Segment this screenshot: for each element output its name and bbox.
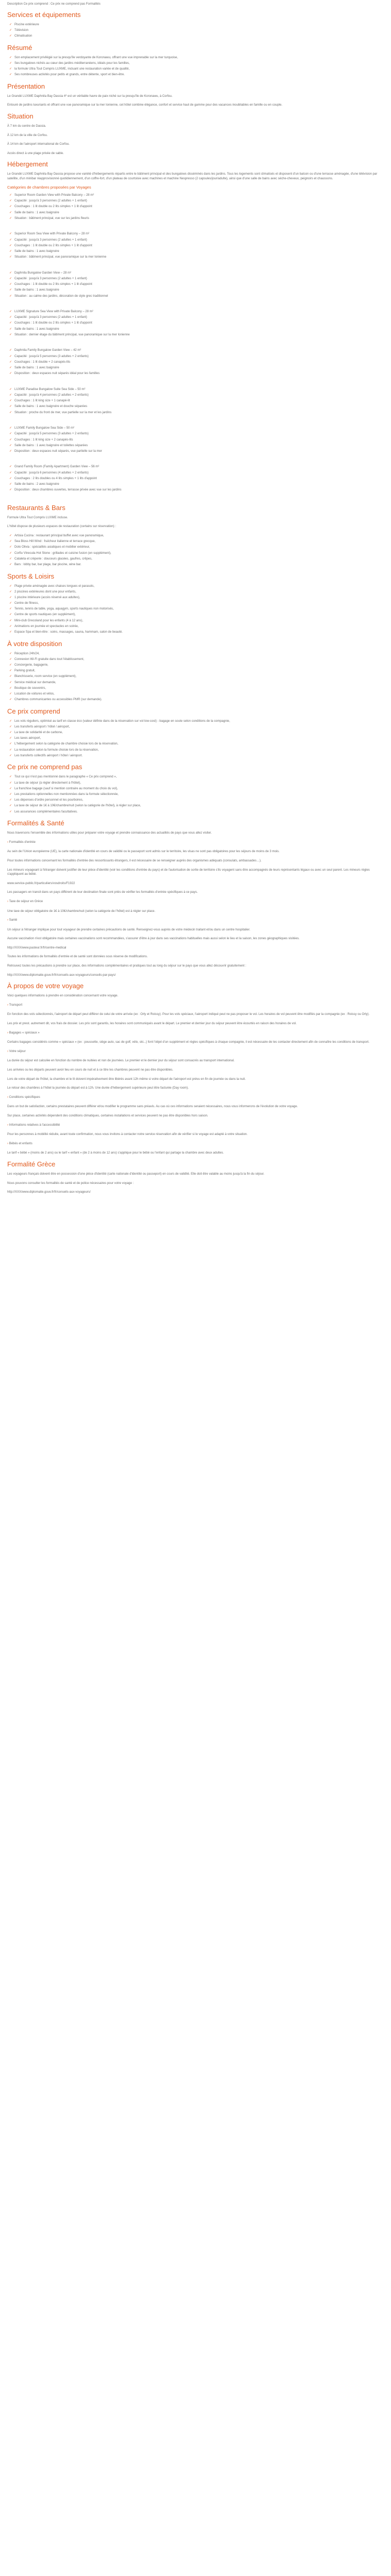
list-item: ✓ Ses nombreuses activités pour petits et grands, entre détente, sport et bien-être. (14, 73, 384, 77)
list-item: ✓ Centre de fitness, (14, 601, 384, 606)
list-item: ✓ Cataleta et créperie : douceurs glacées, gaufres, crêpes, (14, 557, 384, 562)
formalites-sante (7, 918, 384, 923)
paragraph: Les voyageurs français doivent être en possession d'une pièce d'identité (carte nationale d'identité ou passeport) en cours de validité. Elle doit être valable au moins jusqu'à la fin du séjour. (7, 1172, 265, 1176)
formalites-title: Formalités & Santé (7, 819, 64, 827)
paragraph: Formule Ultra Tout Compris LUXME incluse. (7, 516, 68, 519)
list-item: ✓ Tennis, tennis de table, yoga, aquagym, sports nautiques non motorisés, (14, 607, 384, 612)
list-item: ✓ Les transferts aéroport / hôtel / aéroport, (14, 725, 384, 730)
services-title: Services et équipements (7, 10, 81, 19)
list-item: ✓ Les taxes aéroport, (14, 736, 384, 741)
situation-title: Situation (7, 112, 34, 120)
list-item: › Bagages « spéciaux » (7, 1031, 384, 1036)
room-category (7, 348, 384, 376)
room-detail: ✓ Salle de bains : 1 avec baignoire et douche séparées (14, 404, 384, 409)
room-detail: ✓ Situation : dernier étage du bâtiment principal, vue panoramique sur la mer Ionienne (14, 333, 384, 337)
paragraph: Un séjour à l'étranger implique pour tout voyageur de prendre certaines précautions de santé. Renseignez-vous auprès de votre médecin traitant et/ou dans un centre hospitalier. (7, 928, 251, 931)
paragraph: Certains bagages considérés comme « spéciaux » (ex : poussette, siège auto, sac de golf, vélo, ski...) font l'objet d'un supplément et règles spécifiques à chaque compagnie, il est nécessaire de les contacter directement afin de connaître les conditions de transport. (7, 1041, 370, 1044)
list-item: ✓ Les dépenses d'ordre personnel et les pourboires, (14, 798, 384, 803)
list-item: ✓ Les assurances complémentaires facultatives. (14, 810, 384, 815)
paragraph: Les arrivées ou les départs peuvent avoir lieu en cours de nuit et à ce titre les chambres peuvent ne pas être disponibles. (7, 1069, 173, 1072)
paragraph: Une taxe de séjour obligatoire de 1€ à 10€/chambre/nuit (selon la catégorie de l'hôtel) est à régler sur place. (7, 909, 155, 913)
paragraph: En fonction des vols sélectionnés, l'aéroport de départ peut différer de celui de votre arrivée (ex : Orly et Roissy). Pour les vols spéciaux, l'aéroport indiqué peut ne pas proposer le vol. Les horaires de vol peuvent être modifiés par la compagnie (ex : Roissy ou Orly). (7, 1013, 370, 1016)
room-detail: ✓ Salle de bains : 1 avec baignoire et toilettes séparées (14, 444, 384, 448)
room-name: ✓ LUXME Paradise Bungalow Suite Sea Side – 50 m² (14, 387, 384, 392)
list-item: ✓ Les prestations optionnelles non mentionnées dans la formule sélectionnée, (14, 792, 384, 797)
paragraph: Nous pouvons consulter les formalités de santé et de police nécessaires pour votre voyage : (7, 1181, 134, 1185)
room-details-list (7, 348, 384, 376)
room-name: ✓ Superior Room Garden View with Private Balcony – 28 m² (14, 193, 384, 198)
comprend-list (7, 719, 384, 758)
paragraph: Sur place, certaines activités dépendent des conditions climatiques, certaines installations et services peuvent ne pas être disponibles hors saison. (7, 1114, 208, 1117)
list-item: ✓ Plage privée aménagée avec chaises longues et parasols, (14, 584, 384, 589)
room-detail: ✓ Couchages : 1 lit king size + 2 canapés-lits (14, 438, 384, 443)
list-item: ✓ Parking gratuit, (14, 669, 384, 673)
list-item: ✓ Espace Spa et bien-être : soins, massages, sauna, hammam, salon de beauté. (14, 630, 384, 635)
intro-text: Description Ce prix comprend : Ce prix ne comprend pas Formalités (7, 3, 101, 6)
apropos-accessibilite (7, 1123, 384, 1128)
room-detail: ✓ Salle de bains : 1 avec baignoire (14, 211, 384, 215)
room-category (7, 193, 384, 221)
disposition-list (7, 652, 384, 702)
list-item: ✓ Les transferts collectifs aéroport / hôtel / aéroport. (14, 754, 384, 758)
room-detail: ✓ Salle de bains : 1 avec baignoire (14, 249, 384, 254)
room-category (7, 271, 384, 298)
list-item: ✓ 2 piscines extérieures dont une pour enfants, (14, 590, 384, 595)
link-text[interactable]: http://XXX/www.diplomatie.gouv.fr/fr/conseils-aux-voyageurs/ (7, 1191, 91, 1194)
room-details-list (7, 310, 384, 337)
list-item: ✓ Location de voitures et vélos, (14, 692, 384, 697)
disposition-title: À votre disposition (7, 639, 62, 648)
formalites-taxe (7, 900, 384, 904)
room-detail: ✓ Capacité : jusqu'à 4 personnes (2 adultes + 2 enfants) (14, 393, 384, 398)
paragraph: Au sein de l'Union européenne (UE), la carte nationale d'identité en cours de validité ou le passeport sont admis sur le territoire, les visas ne sont pas obligatoires pour les séjours de moins de 3 mois. (7, 850, 280, 854)
paragraph: Aucune vaccination n'est obligatoire mais certaines vaccinations sont recommandées, s'assurer d'être à jour dans ses vaccinations habituelles mais aussi selon le lieu et la saison, les zones géographiques visitées. (7, 937, 300, 941)
room-details-list (7, 271, 384, 298)
room-detail: ✓ Capacité : jusqu'à 3 personnes (2 adultes + 1 enfant) (14, 199, 384, 204)
comprend-title: Ce prix comprend (7, 707, 60, 715)
room-detail: ✓ Salle de bains : 1 avec baignoire (14, 327, 384, 332)
necomprend-title: Ce prix ne comprend pas (7, 763, 83, 771)
room-details-list (7, 426, 384, 453)
paragraph: À 7 km du centre de Dassia. (7, 124, 46, 128)
apropos-conditions (7, 1095, 384, 1100)
list-item: › Bébés et enfants (7, 1142, 384, 1146)
room-detail: ✓ Couchages : 1 lit double ou 2 lits simples + 1 lit d'appoint (14, 321, 384, 326)
paragraph: Le tarif « bébé » (moins de 2 ans) ou le tarif « enfant » (de 2 à moins de 12 ans) s'applique pour le bébé ou l'enfant qui partage la chambre avec deux adultes. (7, 1151, 224, 1155)
paragraph: Le Grandé LUXME Daphnila Bay Dassia propose une variété d'hébergements répartis entre le bâtiment principal et des bungalows disséminés dans les jardins. Tous les logements sont climatisés et disposent d'un balcon ou d'une terrasse aménagée, d'une télévision par satellite, d'un minibar réapprovisionné quotidiennement, d'un coffre-fort, d'un plateau de courtoisie avec machines et machine Nespresso (2 capsules/jour/adulte), ainsi que d'une salle de bains avec sèche-cheveux, peignoirs et chaussons. (7, 173, 378, 180)
room-name: ✓ LUXME Signature Sea View with Private Balcony – 28 m² (14, 310, 384, 314)
list-item: ✓ Service médical sur demande, (14, 681, 384, 685)
resume-title: Résumé (7, 43, 32, 52)
list-item: ✓ Climatisation (14, 34, 384, 39)
room-name: ✓ Superior Room Sea View with Private Balcony – 28 m² (14, 232, 384, 236)
paragraph: Les passagers en transit dans un pays différent de leur destination finale sont priés de vérifier les formalités d'entrée spécifiques à ce pays. (7, 891, 198, 894)
list-item: › Conditions spécifiques (7, 1095, 384, 1100)
hebergement-title: Hébergement (7, 160, 48, 168)
room-details-list (7, 387, 384, 415)
list-item: ✓ Les vols réguliers, optimisé au tarif en classe éco (valeur définie dans de la réservation sur vol low-cost) - bagage en soute selon conditions de la compagnie, (14, 719, 384, 724)
room-detail: ✓ Couchages : 1 lit double + 2 canapés-lits (14, 360, 384, 365)
room-category (7, 310, 384, 337)
paragraph: Voici quelques informations à prendre en considération concernant votre voyage. (7, 994, 119, 998)
list-item: ✓ Blanchisserie, room service (en supplément), (14, 674, 384, 679)
list-item: ✓ Animations en journée et spectacles en soirée, (14, 624, 384, 629)
list-item: ✓ Conciergerie, bagagerie, (14, 663, 384, 668)
list-item: › Transport (7, 1003, 384, 1008)
room-category (7, 387, 384, 415)
room-detail: ✓ Couchages : 1 lit king size + 1 canapé-lit (14, 399, 384, 403)
list-item: › Santé (7, 918, 384, 923)
room-category (7, 426, 384, 453)
link-text[interactable]: www.service-public.fr/particuliers/vosdroits/F1922 (7, 882, 75, 885)
paragraph: Lors de votre départ de l'hôtel, la chambre et le lit doivent impérativement être libérés avant 12h même si votre départ de l'aéroport est prévu en fin de journée ou dans la nuit. (7, 1077, 246, 1081)
paragraph: Toutes les informations de formalités d'entrée et de santé sont données sous réserve de modifications. (7, 955, 148, 959)
paragraph: À 12 km de la ville de Corfou. (7, 133, 48, 137)
list-item: ✓ Son emplacement privilégié sur la presqu'île verdoyante de Koronawu, offrant une vue imprenable sur la mer turquoise, (14, 56, 384, 60)
room-detail: ✓ Disposition : deux chambres ouvertes, terrasse privée avec vue sur les jardins (14, 488, 384, 493)
necomprend-list (7, 775, 384, 814)
apropos-sejour (7, 1049, 384, 1054)
list-item: ✓ Télévision (14, 28, 384, 33)
room-detail: ✓ Capacité : jusqu'à 5 personnes (3 adultes + 2 enfants) (14, 432, 384, 436)
room-name: ✓ Daphnila Bungalow Garden View – 28 m² (14, 271, 384, 276)
formalites-entry (7, 840, 384, 845)
room-category (7, 232, 384, 259)
list-item: › Formalités d'entrée (7, 840, 384, 845)
list-item: ✓ La franchise bagage (sauf si mention contraire au moment du choix du vol), (14, 787, 384, 791)
room-detail: ✓ Situation : proche du front de mer, vue partielle sur la mer et les jardins (14, 411, 384, 415)
apropos-title: À propos de votre voyage (7, 982, 84, 990)
apropos-bagages (7, 1031, 384, 1036)
room-detail: ✓ Situation : au calme des jardins, décoration de style grec traditionnel (14, 294, 384, 299)
room-details-list (7, 232, 384, 259)
paragraph: Le retour des chambres à l'hôtel la journée du départ est à 12h. Une durée d'hébergement supérieure peut être facturée (Day room). (7, 1087, 189, 1090)
room-name: ✓ Daphnila Family Bungalow Garden View – 42 m² (14, 348, 384, 353)
paragraph: La durée du séjour est calculée en fonction du nombre de nuitées et non de journées. Le premier et le dernier jour du séjour sont consacrés au transport international. (7, 1059, 235, 1063)
restaurants-title: Restaurants & Bars (7, 503, 66, 512)
list-item: ✓ La restauration selon la formule choisie lors de la réservation, (14, 748, 384, 753)
paragraph: À 14 km de l'aéroport international de Corfou. (7, 143, 70, 146)
room-detail: ✓ Capacité : jusqu'à 3 personnes (2 adultes + 1 enfant) (14, 238, 384, 243)
list-item: ✓ La taxe de solidarité et de carbone, (14, 731, 384, 735)
list-item: ✓ Réception 24h/24, (14, 652, 384, 656)
list-item: ✓ 1 piscine intérieure (accès réservé aux adultes), (14, 596, 384, 600)
paragraph: Dans un but de satisfaction, certains prestataires peuvent différer et/ou modifier le programme sans préavis. Au cas où ces informations seraient nécessaires, nous vous informerons de l'évolution de votre voyage. (7, 1105, 298, 1109)
restaurants-list (7, 534, 384, 567)
paragraph: Les prix et prest. autrement dit, vos frais de dossier. Les prix sont garantis, les horaires sont communiqués avant le départ. Le premier et dernier jour du séjour peuvent être écourtés en raison des horaires de vol. (7, 1022, 297, 1026)
room-detail: ✓ Capacité : jusqu'à 3 personnes (2 adultes + 1 enfant) (14, 277, 384, 281)
list-item: › Informations relatives à l'accessibilité (7, 1123, 384, 1128)
link-text[interactable]: http://XXX/www.pasteur.fr/fr/centre-medical (7, 946, 67, 950)
list-item: ✓ Boutique de souvenirs, (14, 686, 384, 691)
link-text[interactable]: http://XXX/www.diplomatie.gouv.fr/fr/conseils-aux-voyageurs/conseils-par-pays/ (7, 973, 116, 977)
sports-title: Sports & Loisirs (7, 572, 55, 580)
paragraph: Pour toutes informations concernant les formalités d'entrée des ressortissants étrangers, il est nécessaire de se renseigner auprès des organismes adéquats (consulats, ambassades…). (7, 859, 262, 862)
list-item: ✓ La taxe de séjour de 1€ à 10€/chambre/nuit (selon la catégorie de l'hôtel), à régler sur place, (14, 804, 384, 808)
sports-list (7, 584, 384, 635)
services-list (7, 23, 384, 39)
presentation-title: Présentation (7, 82, 45, 90)
room-detail: ✓ Couchages : 2 lits doubles ou 4 lits simples + 1 lits d'appoint (14, 477, 384, 481)
room-detail: ✓ Capacité : jusqu'à 6 personnes (4 adultes + 2 enfants) (14, 471, 384, 476)
room-detail: ✓ Capacité : jusqu'à 3 personnes (2 adultes + 1 enfant) (14, 315, 384, 320)
list-item: ✓ Centre de sports nautiques (en supplément), (14, 613, 384, 617)
list-item: ✓ Artisia Cucina : restaurant principal buffet avec vue panoramique, (14, 534, 384, 538)
list-item: › Taxe de séjour en Grèce (7, 900, 384, 904)
room-detail: ✓ Couchages : 1 lit double ou 2 lits simples + 1 lit d'appoint (14, 282, 384, 287)
list-item: ✓ Sea Bloss Hill Wind : fraîcheur italienne et terrace grecque, (14, 539, 384, 544)
room-detail: ✓ Couchages : 1 lit double ou 2 lits simples + 1 lit d'appoint (14, 205, 384, 209)
room-detail: ✓ Salle de bains : 1 avec baignoire (14, 366, 384, 370)
room-list (7, 193, 384, 493)
list-item: ✓ Piscine extérieure (14, 23, 384, 27)
room-details-list (7, 193, 384, 221)
room-detail: ✓ Couchages : 1 lit double ou 2 lits simples + 1 lit d'appoint (14, 244, 384, 248)
room-detail: ✓ Situation : bâtiment principal, vue panoramique sur la mer Ionienne (14, 255, 384, 260)
paragraph: Accès direct à une plage privée de sable. (7, 151, 64, 155)
paragraph: L'hôtel dispose de plusieurs espaces de restauration (certains sur réservation) : (7, 525, 116, 529)
paragraph: Le Grandé LUXME Daphnila Bay Dassia 4* est un véritable havre de paix niché sur la presqu'île de Koronawu, à Corfou. (7, 94, 173, 98)
apropos-transport (7, 1003, 384, 1008)
paragraph: Retrouvez toutes les précautions à prendre sur place, des informations complémentaires et pratiques tout au long du séjour sur le pays que vous allez découvrir gratuitement : (7, 964, 247, 968)
paragraph: Les mineurs voyageant à l'étranger doivent justifier de leur pièce d'identité (voir les conditions d'entrée du pays) et de l'autorisation de sortie de territoire s'ils voyagent sans être accompagnés de leurs représentants légaux ou avec un seul parent. Les mineurs règles s'appliquent au bébé. (7, 868, 370, 876)
list-item: ✓ Chambres communicantes ou accessibles PMR (sur demande). (14, 698, 384, 702)
apropos-bebes (7, 1142, 384, 1146)
paragraph: Pour les personnes à mobilité réduite, avant toute confirmation, nous vous invitons à contacter notre service réservation afin de vérifier si le voyage est adapté à votre situation. (7, 1133, 248, 1137)
room-detail: ✓ Disposition : deux espaces nuit séparés, vue partielle sur la mer (14, 449, 384, 454)
paragraph: Nous traversons l'ensemble des informations utiles pour préparer votre voyage et prendre connaissance des actualités de pays que vous allez visiter. (7, 832, 212, 835)
list-item: ✓ Mini-club Grecoland pour les enfants (4 à 12 ans), (14, 619, 384, 623)
room-detail: ✓ Salle de bains : 2 avec baignoire (14, 482, 384, 487)
list-item: ✓ la formule Ultra Tout Compris LUXME, incluant une restauration variée et de qualité, (14, 67, 384, 72)
formalite-grece-title: Formalité Grèce (7, 1160, 56, 1168)
list-item: ✓ L'hébergement selon la catégorie de chambre choisie lors de la réservation, (14, 742, 384, 747)
room-categories-subtitle: Catégories de chambres proposées par Voyages (7, 185, 91, 190)
list-item: ✓ Connexion Wi-Fi gratuite dans tout l'établissement, (14, 657, 384, 662)
room-name: ✓ Grand Family Room (Family Apartment) Garden View – 56 m² (14, 465, 384, 469)
room-name: ✓ LUXME Family Bungalow Sea Side – 50 m² (14, 426, 384, 431)
list-item: ✓ Corfiu Vinecula Hot Stone : grillades et cuisine fusion (en supplément), (14, 551, 384, 556)
list-item: › Votre séjour (7, 1049, 384, 1054)
room-detail: ✓ Capacité : jusqu'à 5 personnes (3 adultes + 2 enfants) (14, 354, 384, 359)
room-detail: ✓ Disposition : deux espaces nuit séparés idéal pour les familles (14, 371, 384, 376)
room-detail: ✓ Situation : bâtiment principal, vue sur les jardins fleuris (14, 216, 384, 221)
page-content (0, 0, 391, 1199)
paragraph: Entouré de jardins luxuriants et offrant une vue panoramique sur la mer Ionienne, cet hôtel combine élégance, confort et service haut de gamme pour des vacances inoubliables en famille ou en couple. (7, 104, 283, 107)
list-item: ✓ Bars : lobby bar, bar plage, bar piscine, wine bar. (14, 563, 384, 567)
list-item: ✓ Tout ce qui n'est pas mentionné dans le paragraphe « Ce prix comprend », (14, 775, 384, 779)
list-item: ✓ Dolo Olivia : spécialités asiatiques et mobilier extérieur, (14, 545, 384, 550)
list-item: ✓ Ses bungalows nichés au cœur des jardins méditerranéens, idéals pour les familles, (14, 61, 384, 66)
room-details-list (7, 465, 384, 492)
list-item: ✓ La taxe de séjour (à régler directement à l'hôtel), (14, 781, 384, 786)
resume-list (7, 56, 384, 77)
room-detail: ✓ Salle de bains : 1 avec baignoire (14, 288, 384, 293)
room-category (7, 465, 384, 492)
